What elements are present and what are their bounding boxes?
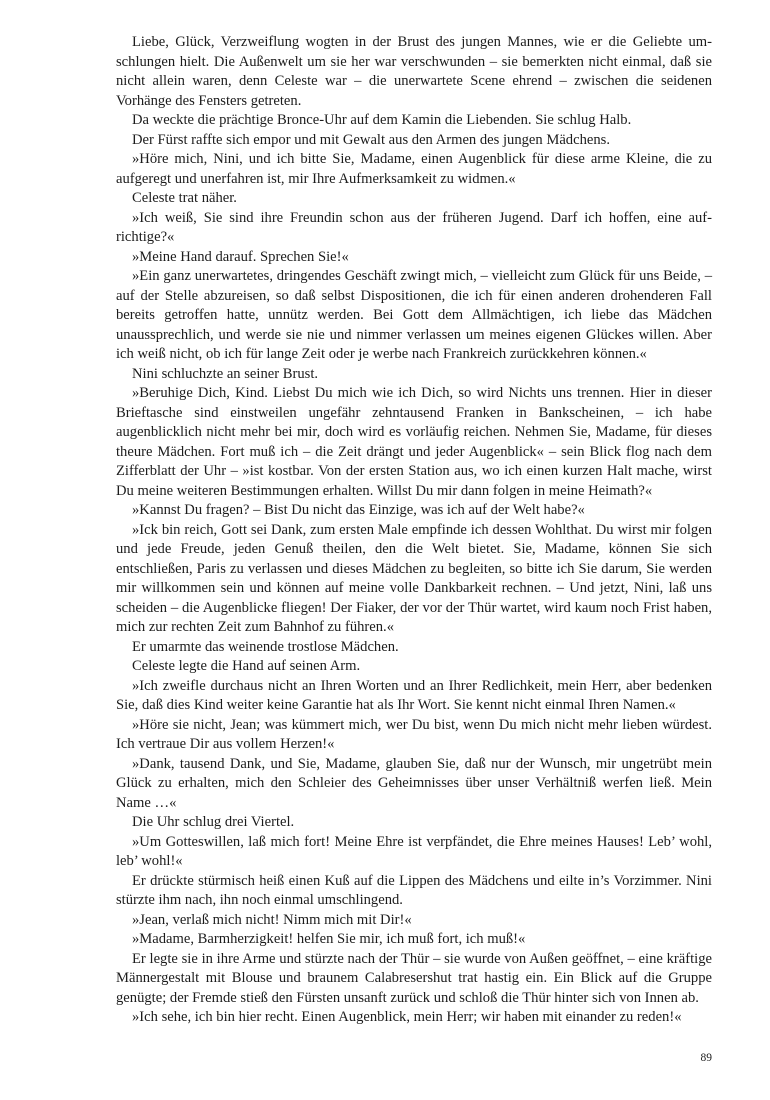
paragraph: Da weckte die prächtige Bronce-Uhr auf dem Kamin die Liebenden. Sie schlug Halb. (132, 112, 632, 128)
paragraph: Nini schluchzte an seiner Brust. (132, 365, 319, 382)
paragraph: »Höre sie nicht, Jean; was kümmert mich, wer Du bist, wenn Du mich nicht mehr lieben würdest. Ich vertraue Dir aus vollem Herzen!« (116, 716, 712, 752)
paragraph: »Um Gotteswillen, laß mich fort! Meine Ehre ist verpfändet, die Ehre meines Hauses! Leb’ wohl, leb’ wohl!« (116, 833, 712, 869)
paragraph: Der Fürst raffte sich empor und mit Gewalt aus den Armen des jungen Mädchens. (132, 131, 610, 148)
paragraph: »Meine Hand darauf. Sprechen Sie!« (132, 248, 349, 265)
page-body (116, 33, 712, 1028)
paragraph: »Höre mich, Nini, und ich bitte Sie, Madame, einen Augenblick für diese arme Kleine, die zu aufgeregt und unerfahren ist, mir Ihre Aufmerksamkeit zu widmen.« (116, 151, 712, 187)
paragraph: »Beruhige Dich, Kind. Liebst Du mich wie ich Dich, so wird Nichts uns trennen. Hier in dieser Brieftasche sind einstweilen ungefähr zehntausend Franken in Bankscheinen, – ich habe augenblicklich nicht mehr bei mir, doch wird es vorläufig reichen. Nehmen Sie, Madame, für dieses theure Mädchen. Fort muß ich – die Zeit drängt und jeder Augenblick« – sein Blick flog nach dem Zifferblatt der Uhr – »ist kostbar. Von der ersten Station aus, wo ich einen kurzen Halt mache, wirst Du meine weiteren Bestimmungen erhalten. Willst Du mir dann folgen in meine Heimath?« (116, 385, 712, 499)
paragraph: »Kannst Du fragen? – Bist Du nicht das Einzige, was ich auf der Welt habe?« (132, 502, 585, 518)
paragraph: »Ein ganz unerwartetes, dringendes Geschäft zwingt mich, – vielleicht zum Glück für uns Beide, – auf der Stelle abzureisen, so daß selbst Dispositionen, die ich für einen anderen drohenderen Fall bereits getroffen hatte, unnütz werden. Bei Gott dem Allmächtigen, ich liebe das Mädchen unaussprechlich, und werde sie nie und nimmer verlassen um meines eigenen Glückes willen. Aber ich weiß nicht, ob ich für lange Zeit oder je werbe nach Frankreich zurückkehren können.« (116, 268, 712, 362)
paragraph: Er legte sie in ihre Arme und stürzte nach der Thür – sie wurde von Außen geöffnet, – eine kräftige Männergestalt mit Blouse und braunem Calabresershut trat hastig ein. Ein Blick auf die Gruppe genügte; der Fremde stieß den Fürsten unsanft zurück und schloß die Thür hinter sich von Innen ab. (116, 950, 712, 1006)
page-number: 89 (700, 1052, 712, 1064)
paragraph: Er umarmte das weinende trostlose Mädchen. (132, 638, 399, 655)
paragraph: »Madame, Barmherzigkeit! helfen Sie mir, ich muß fort, ich muß!« (132, 931, 526, 947)
paragraph: »Jean, verlaß mich nicht! Nimm mich mit Dir!« (132, 911, 412, 928)
paragraph: Er drückte stürmisch heiß einen Kuß auf die Lippen des Mädchens und eilte in’s Vorzimmer. Nini stürzte ihm nach, ihn noch einmal umschlingend. (116, 872, 712, 908)
paragraph: »Ich zweifle durchaus nicht an Ihren Worten und an Ihrer Redlichkeit, mein Herr, aber bedenken Sie, daß dies Kind weiter keine Garantie hat als Ihr Wort. Sie kennt nicht einmal Ihren Namen.« (116, 677, 712, 713)
paragraph: »Ich weiß, Sie sind ihre Freundin schon aus der früheren Jugend. Darf ich hoffen, eine aufrichtige?« (116, 209, 712, 245)
paragraph: Celeste legte die Hand auf seinen Arm. (132, 658, 361, 674)
paragraph: »Ick bin reich, Gott sei Dank, zum ersten Male empfinde ich dessen Wohlthat. Du wirst mir folgen und jede Freude, jeden Genuß theilen, den die Welt bietet. Sie, Madame, können Sie sich entschließen, Paris zu verlassen und dieses Mädchen zu begleiten, so bitte ich Sie darum, Sie werden mir willkommen sein und können auf meine volle Dankbarkeit rechnen. – Und jetzt, Nini, laß uns scheiden – die Augenblicke fliegen! Der Fiaker, der vor der Thür wartet, wird kaum noch Frist haben, mich zur rechten Zeit zum Bahnhof zu führen.« (116, 521, 712, 635)
paragraph: Die Uhr schlug drei Viertel. (132, 814, 295, 830)
paragraph: Liebe, Glück, Verzweiflung wogten in der Brust des jungen Mannes, wie er die Geliebte umschlungen hielt. Die Außenwelt um sie her war verschwunden – sie bemerkten nicht einmal, daß sie nicht allein waren, denn Celeste war – die unerwartete Scene ehrend – zwischen die seidenen Vorhänge des Fensters getreten. (116, 34, 712, 109)
paragraph: »Dank, tausend Dank, und Sie, Madame, glauben Sie, daß nur der Wunsch, mir ungetrübt mein Glück zu erhalten, mich den Schleier des Geheimnisses über unser Verhältniß werfen ließ. Mein Name …« (116, 755, 712, 811)
paragraph: Celeste trat näher. (132, 190, 237, 206)
paragraph: »Ich sehe, ich bin hier recht. Einen Augenblick, mein Herr; wir haben mit einander zu reden!« (132, 1009, 682, 1025)
